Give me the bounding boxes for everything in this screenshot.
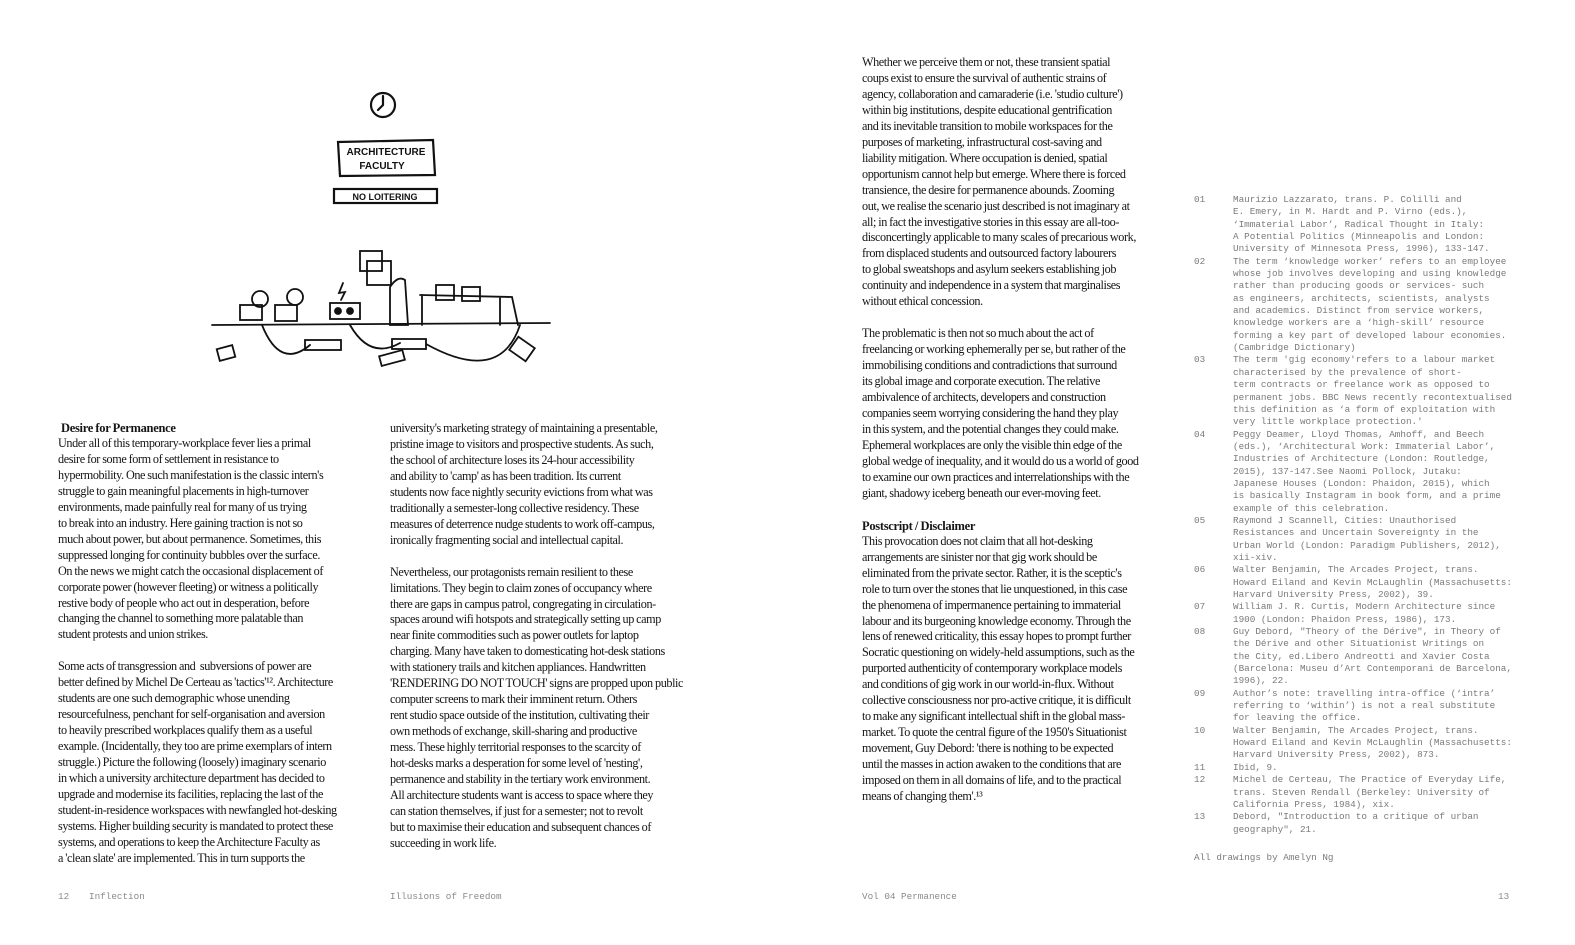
issue-label: Vol 04 Permanence [862, 891, 957, 902]
footnote-text: Maurizio Lazzarato, trans. P. Colilli and E. Emery, in M. Hardt and P. Virno (eds.), ‘Immaterial Labor’, Radical Thought in Italy: A Potential Politics (Minneapolis and London: University of Minnesota Press, 1996), 133-147. [1233, 194, 1490, 255]
footnote-item [1194, 688, 1534, 725]
left-page-number: 12 [58, 891, 70, 902]
footnote-item [1194, 515, 1534, 564]
footnote-item [1194, 601, 1534, 626]
footnote-text: Ibid, 9. [1233, 761, 1278, 773]
footnote-item [1194, 564, 1534, 601]
clock-icon [371, 93, 395, 117]
footnote-number: 06 [1194, 564, 1206, 576]
left-column-2 [390, 421, 712, 852]
illustration-architecture-faculty [200, 85, 560, 385]
footnote-item [1194, 626, 1534, 688]
footnote-item [1194, 762, 1534, 774]
footnote-number: 08 [1194, 626, 1206, 638]
footnote-number: 03 [1194, 354, 1206, 366]
footnote-number: 04 [1194, 428, 1206, 440]
student-scene [212, 251, 550, 366]
essay-title: Illusions of Freedom [390, 891, 502, 902]
right-page-number: 13 [1498, 891, 1510, 902]
left-column-1 [58, 420, 380, 867]
footnote-number: 13 [1194, 811, 1206, 823]
footnote-text: Author’s note: travelling intra-office (‘intra’ referring to ‘within’) is not a real substitute for leaving the office. [1233, 687, 1496, 724]
paragraph: This provocation does not claim that all hot-desking arrangements are sinister nor that gig work should be eliminated from the private sector. Rather, it is the sceptic's role to turn over the stones that lie unquestioned, in this case the phenomena of impermanence pertaining to immaterial labour and its burgeoning knowledge economy. Through the lens of renewed criticality, this essay hopes to prompt further Socratic questioning on widely-held assumptions, such as the purported authenticity of contemporary workplace models and conditions of gig work in our world-in-flux. Without collective consciousness nor pro-active critique, it is difficult to make any significant intellectual shift in the global mass- market. To quote the central figure of the 1950's Situationist movement, Guy Debord: 'there is nothing to be expected until the masses in action awaken to the conditions that are imposed on them in all domains of life, and to the practical means of changing them'.¹³ [862, 533, 1135, 803]
footnote-number: 07 [1194, 601, 1206, 613]
paragraph: Under all of this temporary-workplace fever lies a primal desire for some form of settlement in resistance to hypermobility. One such manifestation is the classic intern's struggle to gain meaningful placements in high-turnover environments, made painfully real for many of us trying to break into an industry. Here gaining traction is not so much about power, but about permanence. Sometimes, this suppressed longing for continuity bubbles over the surface. On the news we might catch the occasional displacement of corporate power (however fleeting) or witness a politically restive body of people who act out in desperation, before changing the channel to something more palatable than student protests and union strikes. [58, 436, 324, 642]
faculty-sign [338, 140, 435, 176]
footnote-number: 11 [1194, 761, 1206, 773]
footnote-text: Walter Benjamin, The Arcades Project, trans. Howard Eiland and Kevin McLaughlin (Massachusetts: Harvard University Press, 2002), 39. [1233, 564, 1512, 600]
footnote-item [1194, 811, 1534, 836]
footnote-item [1194, 774, 1534, 811]
footnote-item [1194, 354, 1534, 428]
footnote-number: 01 [1194, 194, 1206, 205]
sign-line2: FACULTY [359, 161, 405, 172]
sign-line1: ARCHITECTURE [346, 147, 426, 158]
footnote-number: 02 [1194, 255, 1206, 267]
footnote-text: The term ‘knowledge worker’ refers to an employee whose job involves developing and using knowledge rather than producing goods or services- such as engineers, architects, scientists, analysts and academics. Distinct from service workers, knowledge workers are a ‘high-skill’ resource forming a key part of developed labour economies. (Cambridge Dictionary) [1233, 255, 1507, 354]
footnote-number: 12 [1194, 774, 1206, 786]
footnote-item [1194, 429, 1534, 515]
footnote-text: Walter Benjamin, The Arcades Project, trans. Howard Eiland and Kevin McLaughlin (Massachusetts: Harvard University Press, 2002), 873. [1233, 724, 1512, 761]
paragraph: university's marketing strategy of maintaining a presentable, pristine image to visitors and prospective students. As such, the school of architecture loses its 24-hour accessibility and ability to 'camp' as has been tradition. Its current students now face nightly security evictions from what was traditionally a semester-long collective residency. These measures of deterrence nudge students to work off-campus, ironically fragmenting social and intellectual capital. [390, 421, 658, 547]
paragraph: The problematic is then not so much about the act of freelancing or working ephemerally per se, but rather of the immobilising conditions and contradictions that surround its global image and corporate execution. The relative ambivalence of architects, developers and construction companies seem worrying considering the hand they play in this system, and the potential changes they could make. Ephemeral workplaces are only the visible thin edge of the global wedge of inequality, and it would do us a world of good to examine our own practices and interrelationships with the giant, shadowy iceberg beneath our ever-moving feet. [862, 326, 1139, 500]
footnote-text: Peggy Deamer, Lloyd Thomas, Amhoff, and Beech (eds.), ‘Architectural Work: Immaterial Labor’, Industries of Architecture (London: Routledge, 2015), 137-147.See Naomi Pollock, Jutaku: Japanese Houses (London: Phaidon, 2015), which is basically Instagram in book form, and a prime example of this celebration. [1233, 428, 1501, 514]
right-column [862, 55, 1184, 805]
paragraph: Nevertheless, our protagonists remain resilient to these limitations. They begin to claim zones of occupancy where there are gaps in campus patrol, congregating in circulation- spaces around wifi hotspots and strategically setting up camp near finite commodities such as power outlets for laptop charging. Many have taken to domesticating hot-desk stations with stationery trails and kitchen appliances. Handwritten 'RENDERING DO NOT TOUCH' signs are propped upon public computer screens to mark their imminent return. Others rent studio space outside of the institution, cultivating their own methods of exchange, skill-sharing and productive mess. These highly territorial responses to the scarcity of hot-desks marks a desperation for some level of 'nesting', permanence and stability in the tertiary work environment. All architecture students want is access to space where they can station themselves, if just for a semester; not to revolt but to maximise their education and subsequent chances of succeeding in work life. [390, 564, 684, 850]
footnote-item [1194, 256, 1534, 355]
no-loitering-text: NO LOITERING [352, 192, 418, 202]
section-heading-desire-for-permanence: Desire for Permanence [61, 421, 176, 435]
section-name: Inflection [89, 891, 145, 902]
section-heading-postscript: Postscript / Disclaimer [862, 518, 976, 533]
footnote-number: 05 [1194, 514, 1206, 526]
footnote-text: Debord, "Introduction to a critique of urban geography", 21. [1233, 811, 1479, 835]
footnote-text: The term 'gig economy'refers to a labour market characterised by the prevalence of short- term contracts or freelance work as opposed to permanent jobs. BBC News recently recontextualised this definition as ‘a form of exploitation with very little workplace protection.' [1233, 354, 1512, 428]
footnote-text: Michel de Certeau, The Practice of Everyday Life, trans. Steven Rendall (Berkeley: University of California Press, 1984), xix. [1233, 774, 1507, 810]
footnote-text: William J. R. Curtis, Modern Architecture since 1900 (London: Phaidon Press, 1986), 173. [1233, 601, 1496, 625]
footnotes [1194, 194, 1534, 836]
footnote-text: Guy Debord, "Theory of the Dérive", in Theory of the Dérive and other Situationist Writings on the City, ed.Libero Andreotti and Xavier Costa (Barcelona: Museu d’Art Contemporani de Barcelona, 1996), 22. [1233, 626, 1512, 687]
no-loitering-sign [334, 189, 437, 203]
drawing-credit: All drawings by Amelyn Ng [1194, 852, 1334, 863]
paragraph: Some acts of transgression and subversions of power are better defined by Michel De Certeau as 'tactics'¹². Architecture students are one such demographic whose unending resourcefulness, penchant for self-organisation and aversion to heavily prescribed workplaces qualify them as a useful example. (Incidentally, they too are prime exemplars of intern struggle.) Picture the following (loosely) imaginary scenario in which a university architecture department has decided to upgrade and modernise its facilities, replacing the last of the student-in-residence workspaces with newfangled hot-desking systems. Higher building security is mandated to protect these systems, and operations to keep the Architecture Faculty as a 'clean slate' are implemented. This in turn supports the [58, 659, 337, 865]
footnote-number: 10 [1194, 724, 1206, 736]
paragraph: Whether we perceive them or not, these transient spatial coups exist to ensure the survival of authentic strains of agency, collaboration and camaraderie (i.e. 'studio culture') within big institutions, despite educational gentrification and its inevitable transition to mobile workspaces for the purposes of marketing, infrastructural cost-saving and liability mitigation. Where occupation is denied, spatial opportunism cannot help but emerge. Where there is forced transience, the desire for permanence abounds. Zooming out, we realise the scenario just described is not imaginary at all; in fact the investigative stories in this essay are all-too- disconcertingly applicable to many scales of precarious work, from displaced students and outsourced factory labourers to global sweatshops and asylum seekers establishing job continuity and independence in a system that marginalises without ethical concession. [862, 55, 1137, 309]
footnote-item [1194, 194, 1534, 256]
footnote-text: Raymond J Scannell, Cities: Unauthorised Resistances and Uncertain Sovereignty in the Urban World (London: Paradigm Publishers, 2012), xii-xiv. [1233, 514, 1501, 563]
footnote-item [1194, 725, 1534, 762]
footnote-number: 09 [1194, 687, 1206, 699]
